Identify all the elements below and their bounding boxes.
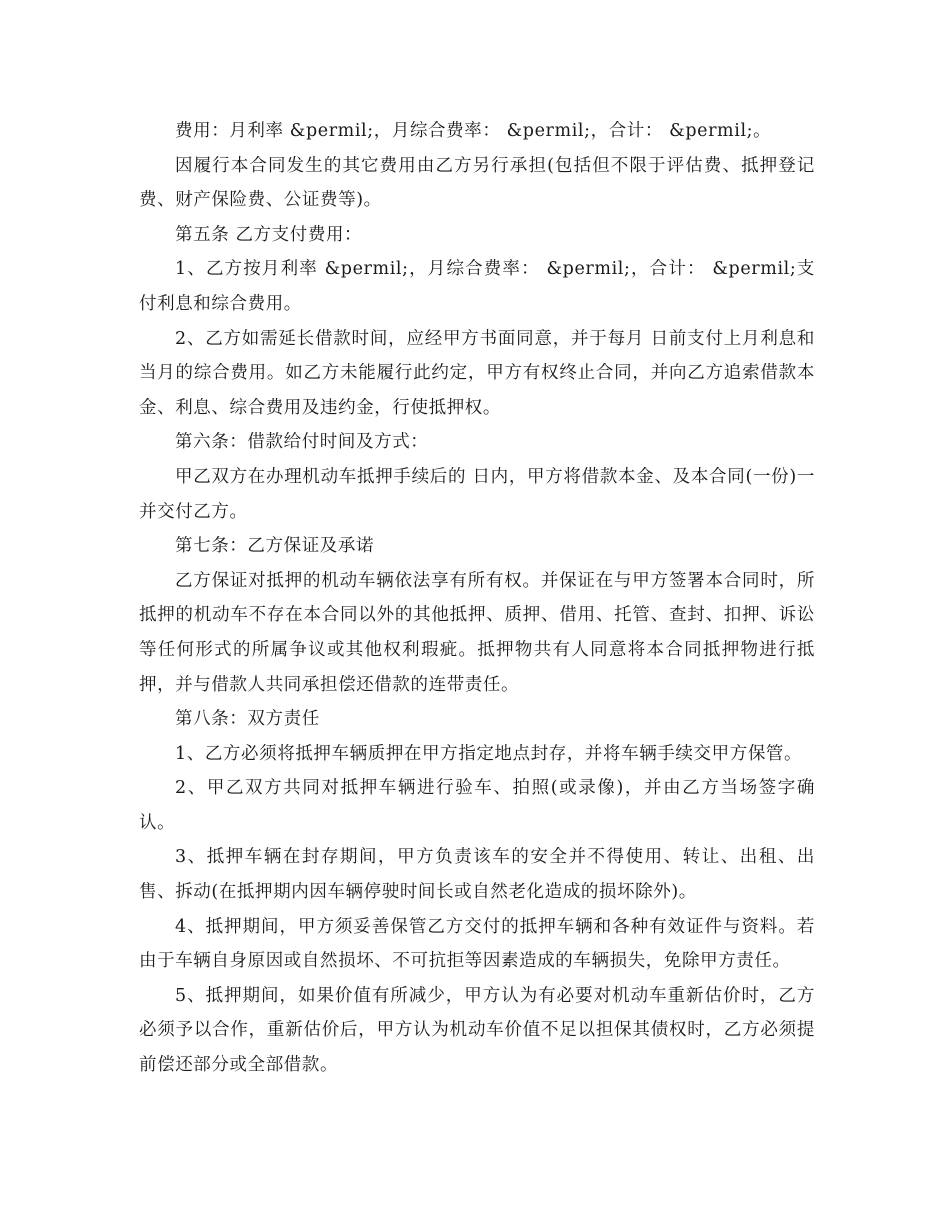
- article-8-heading: 第八条：双方责任: [175, 709, 320, 730]
- article-8-item-1: 1、乙方必须将抵押车辆质押在甲方指定地点封存，并将车辆手续交甲方保管。: [175, 743, 803, 764]
- article-5-heading: 第五条 乙方支付费用：: [175, 224, 363, 245]
- document-body: [139, 114, 815, 1083]
- article-7-heading: 第七条：乙方保证及承诺: [175, 536, 375, 557]
- article-6-body: 甲乙双方在办理机动车抵押手续后的 日内，甲方将借款本金、及本合同(一份)一并交付乙方。: [139, 466, 815, 522]
- article-6-heading: 第六条：借款给付时间及方式：: [175, 432, 429, 453]
- article-5-item-2: 2、乙方如需延长借款时间，应经甲方书面同意，并于每月 日前支付上月利息和当月的综合费用。如乙方未能履行此约定，甲方有权终止合同，并向乙方追索借款本金、利息、综合费用及违约金，行使抵押权。: [139, 328, 815, 418]
- article-8-item-3: 3、抵押车辆在封存期间，甲方负责该车的安全并不得使用、转让、出租、出售、拆动(在抵押期内因车辆停驶时间长或自然老化造成的损坏除外)。: [139, 847, 815, 903]
- article-7-body: 乙方保证对抵押的机动车辆依法享有所有权。并保证在与甲方签署本合同时，所抵押的机动车不存在本合同以外的其他抵押、质押、借用、托管、查封、扣押、诉讼等任何形式的所属争议或其他权利瑕疵。抵押物共有人同意将本合同抵押物进行抵押，并与借款人共同承担偿还借款的连带责任。: [139, 570, 815, 695]
- paragraph-other-fees: 因履行本合同发生的其它费用由乙方另行承担(包括但不限于评估费、抵押登记费、财产保险费、公证费等)。: [139, 155, 815, 211]
- article-5-item-1: 1、乙方按月利率 &permil;，月综合费率： &permil;，合计： &permil;支付利息和综合费用。: [139, 259, 815, 314]
- article-8-item-2: 2、甲乙双方共同对抵押车辆进行验车、拍照(或录像)，并由乙方当场签字确认。: [139, 778, 815, 833]
- paragraph-fees: 费用：月利率 &permil;，月综合费率： &permil;，合计： &permil;。: [175, 121, 772, 141]
- article-8-item-4: 4、抵押期间，甲方须妥善保管乙方交付的抵押车辆和各种有效证件与资料。若由于车辆自身原因或自然损坏、不可抗拒等因素造成的车辆损失，免除甲方责任。: [139, 916, 815, 972]
- article-8-item-5: 5、抵押期间，如果价值有所减少，甲方认为有必要对机动车重新估价时，乙方必须予以合作，重新估价后，甲方认为机动车价值不足以担保其债权时，乙方必须提前偿还部分或全部借款。: [139, 985, 815, 1076]
